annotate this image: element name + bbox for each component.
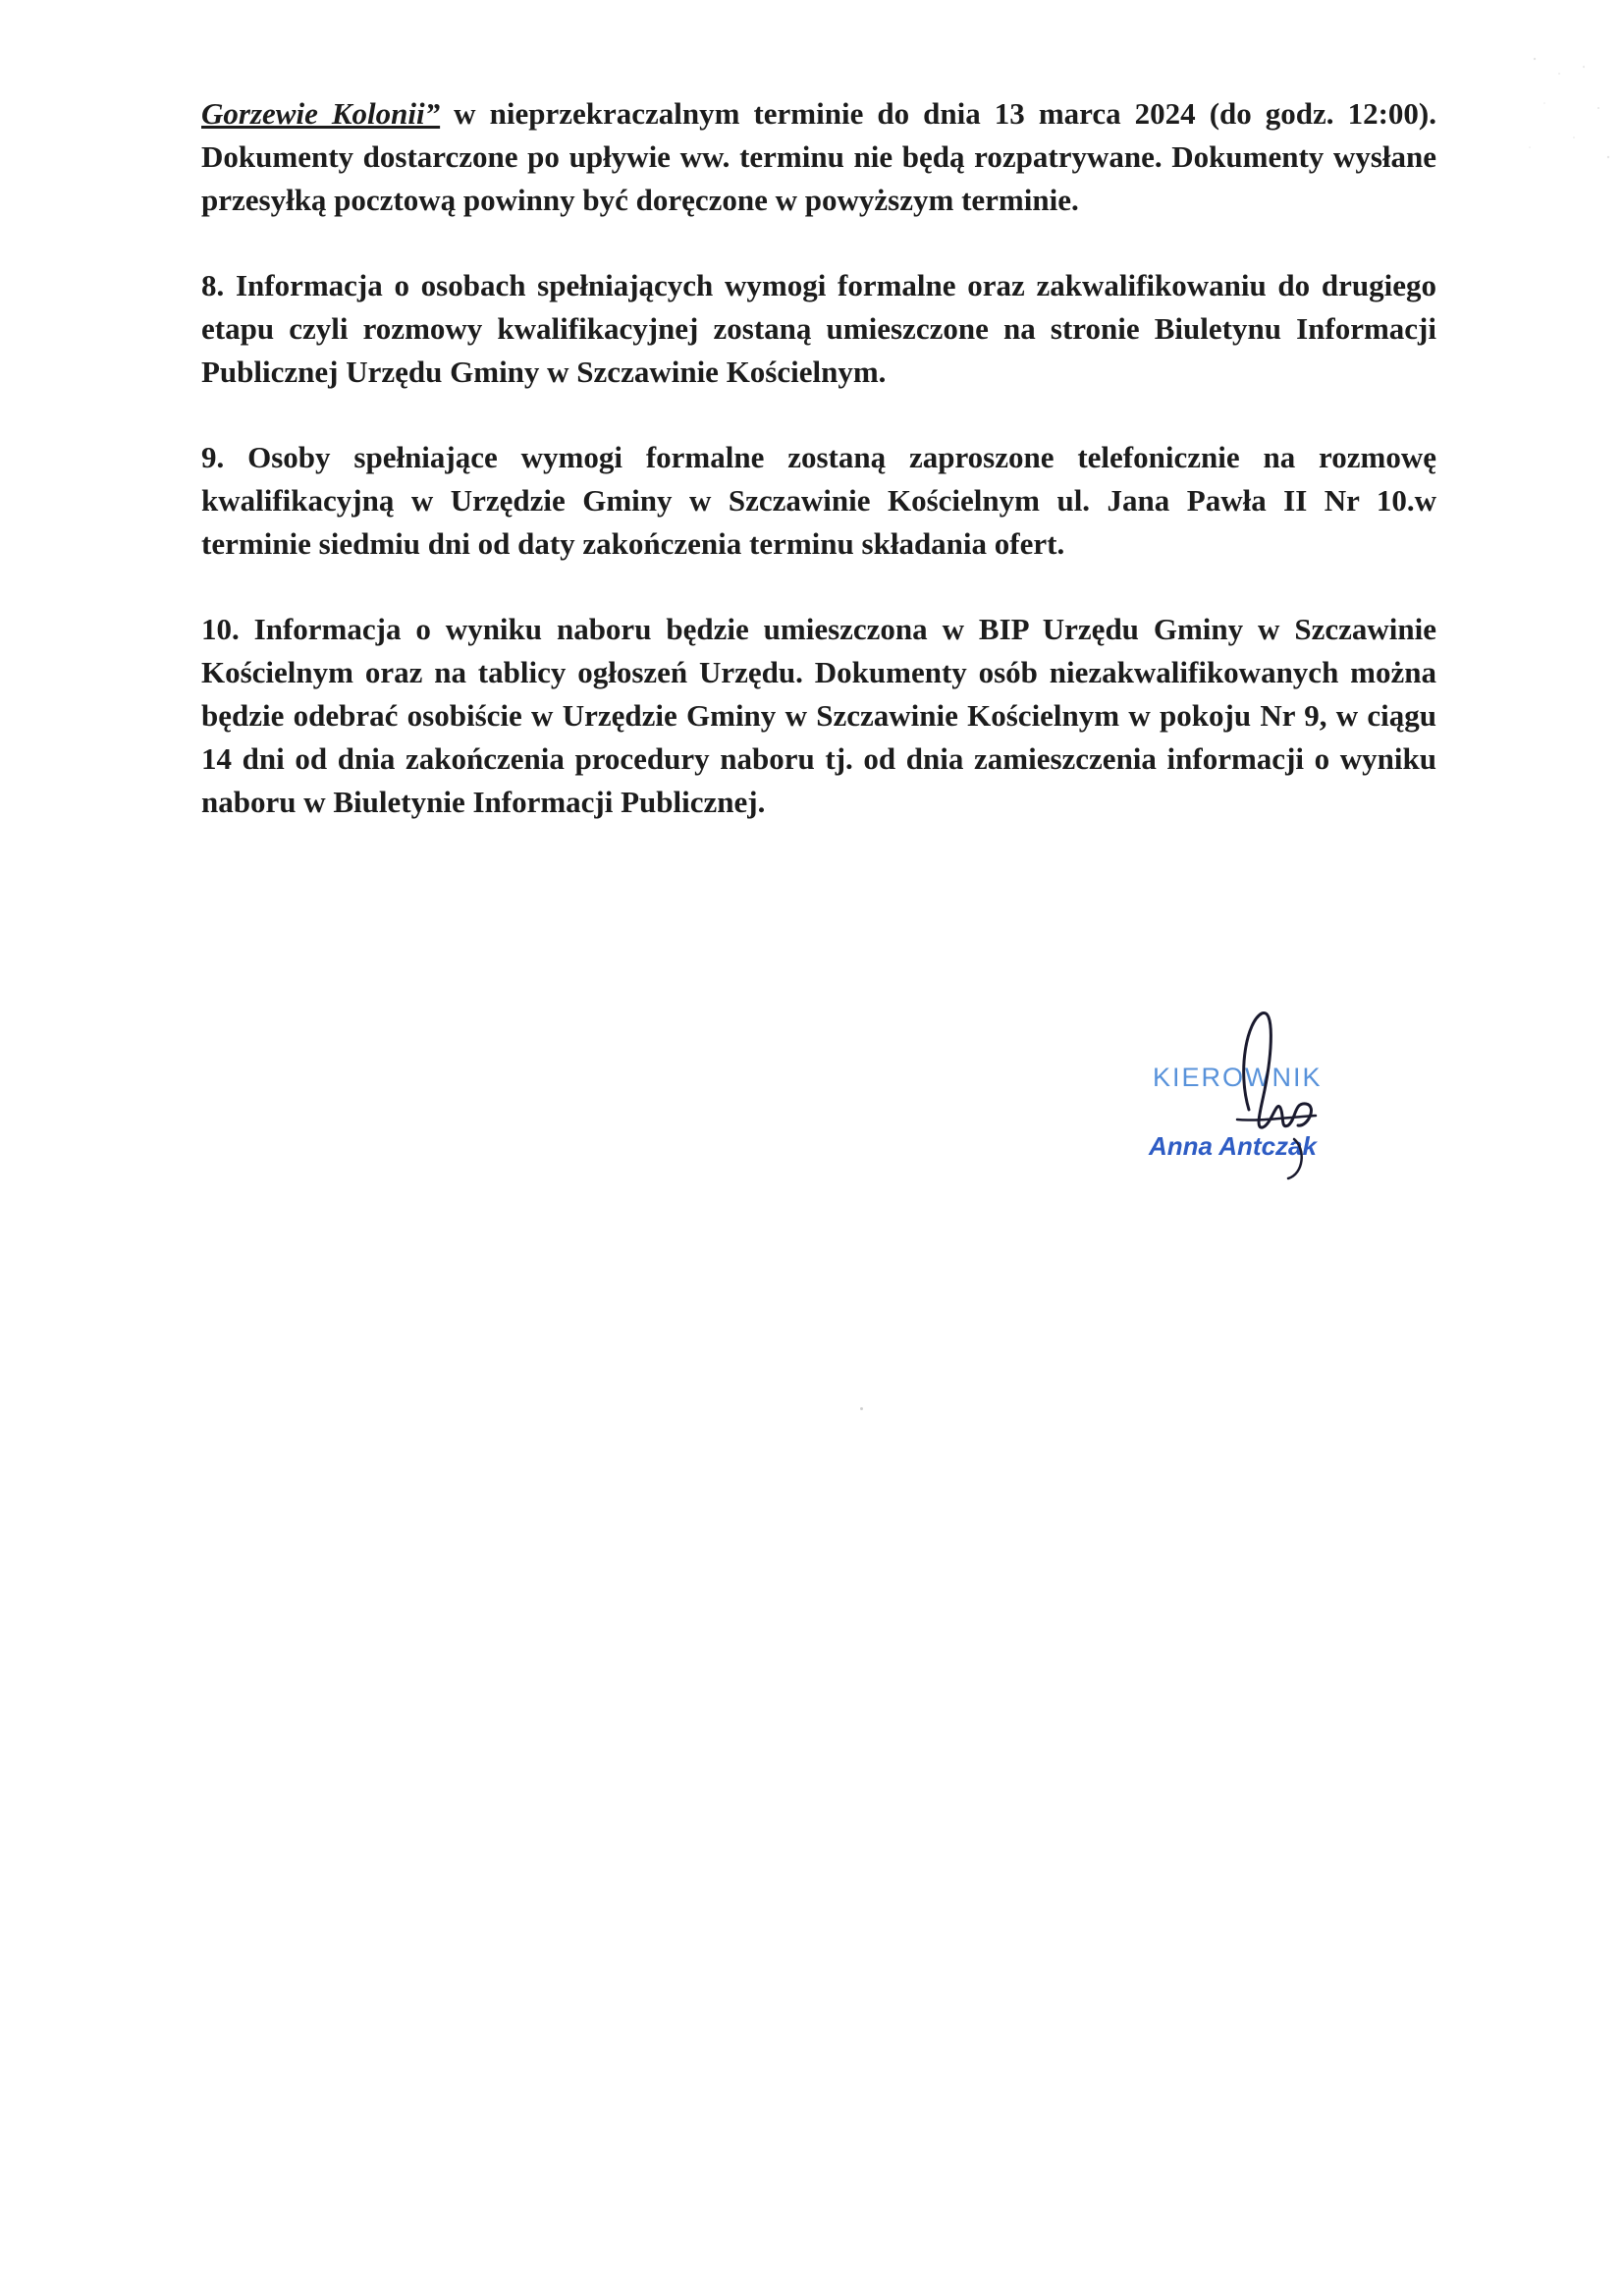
place-name-italic: Gorzewie Kolonii” [201,96,441,131]
paragraph-point-8: 8. Informacja o osobach spełniających wymogi formalne oraz zakwalifikowaniu do drugiego etapu czyli rozmowy kwalifikacyjnej zostaną umieszczone na stronie Biuletynu Informacji Publicznej Urzędu Gminy w Szczawinie Kościelnym. [201,268,1436,389]
paragraph-continuation [201,92,1436,222]
scan-speck [860,1407,863,1410]
document-body [201,92,1436,866]
stamp-name: Anna Antczak [1149,1131,1317,1161]
scan-edge-noise [1515,49,1623,177]
paragraph-text: w nieprzekraczalnym terminie do dnia 13 marca 2024 (do godz. 12:00). Dokumenty dostarczone po upływie ww. terminu nie będą rozpatrywane. Dokumenty wysłane przesyłką pocztową powinny być doręczone w powyższym terminie. [201,96,1436,217]
paragraph-point-9: 9. Osoby spełniające wymogi formalne zostaną zaproszone telefonicznie na rozmowę kwalifikacyjną w Urzędzie Gminy w Szczawinie Kościelnym ul. Jana Pawła II Nr 10.w terminie siedmiu dni od daty zakończenia terminu składania ofert. [201,440,1436,561]
paragraph-point-10: 10. Informacja o wyniku naboru będzie umieszczona w BIP Urzędu Gminy w Szczawinie Kościelnym oraz na tablicy ogłoszeń Urzędu. Dokumenty osób niezakwalifikowanych można będzie odebrać osobiście w Urzędzie Gminy w Szczawinie Kościelnym w pokoju Nr 9, w ciągu 14 dni od dnia zakończenia procedury naboru tj. od dnia zamieszczenia informacji o wyniku naboru w Biuletynie Informacji Publicznej. [201,612,1436,819]
stamp-title: KIEROWNIK [1153,1063,1323,1092]
signature-stamp [1139,992,1394,1188]
handwritten-signature [1178,992,1355,1188]
